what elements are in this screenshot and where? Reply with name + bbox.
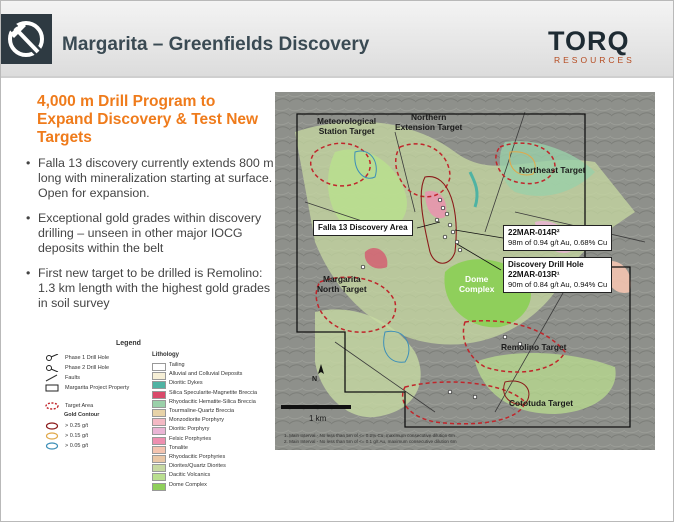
drill-hole-icon: [45, 354, 59, 362]
lithology-item: [152, 463, 282, 472]
legend-property: Margarita Project Property: [45, 384, 145, 400]
lithology-title: Lithology: [152, 352, 179, 358]
lithology-item: [152, 399, 282, 408]
lithology-label: Silica Specularite-Magnetite Breccia: [169, 389, 258, 396]
lithology-swatch: [152, 455, 166, 463]
legend-gold-1: > 0.25 g/t: [45, 422, 145, 432]
header-divider: [0, 76, 674, 78]
scale-bar-label: 1 km: [309, 414, 327, 423]
lithology-label: Monzodiorite Porphyry: [169, 417, 225, 424]
lithology-item: [152, 371, 282, 380]
contour-ellipse-icon: [45, 432, 59, 440]
lithology-swatch: [152, 400, 166, 408]
lithology-label: Alluvial and Colluvial Deposits: [169, 371, 243, 378]
bullet-item: • Falla 13 discovery currently extends 800 m long with mineralization starting at surface. Open for expansion.: [26, 156, 274, 200]
lithology-item: [152, 482, 282, 491]
north-arrow-icon: N: [312, 376, 318, 383]
lithology-item: [152, 408, 282, 417]
lithology-item: [152, 390, 282, 399]
gold-contour-title: Gold Contour: [64, 412, 100, 418]
lithology-item: [152, 417, 282, 426]
lithology-label: Dome Complex: [169, 481, 207, 488]
bullet-list: [24, 156, 274, 321]
bullet-dot: •: [26, 156, 31, 170]
label-northeast-target: Northeast Target: [519, 165, 586, 175]
lithology-label: Diorites/Quartz Diorites: [169, 463, 226, 470]
lithology-swatch: [152, 363, 166, 371]
drill-hole-icon: [45, 364, 59, 372]
lithology-swatch: [152, 437, 166, 445]
legend-target: Target Area: [45, 402, 145, 412]
lithology-swatch: [152, 381, 166, 389]
brand-logo: [548, 28, 658, 68]
legend-phase2: Phase 2 Drill Hole: [45, 364, 145, 374]
label-cototuda-target: Cototuda Target: [509, 398, 574, 408]
lithology-swatch: [152, 391, 166, 399]
label-meteorological-target: Meteorological Station Target: [317, 116, 377, 136]
legend-phase1: Phase 1 Drill Hole: [45, 354, 145, 364]
lithology-item: [152, 426, 282, 435]
label-remolino-target: Remolino Target: [501, 342, 567, 352]
label-northern-target: Northern Extension Target: [395, 112, 463, 132]
lithology-label: Tailing: [169, 362, 185, 368]
label-margarita-north-target: Margarita North Target: [317, 274, 367, 294]
lithology-item: [152, 362, 282, 371]
lithology-label: Tonalite: [169, 444, 188, 451]
bullet-dot: •: [26, 211, 31, 225]
brand-word: TORQ: [548, 26, 630, 56]
lithology-label: Dioritic Porphyry: [169, 426, 210, 433]
lithology-label: Felsic Porphyries: [169, 435, 212, 442]
legend-title: Legend: [116, 340, 141, 347]
lithology-label: Rhyodacitic Hematite-Silica Breccia: [169, 398, 256, 405]
section-heading: 4,000 m Drill Program to Expand Discovery & Test New Targets: [37, 93, 259, 146]
lithology-swatch: [152, 464, 166, 472]
legend-gold-2: > 0.15 g/t: [45, 432, 145, 442]
lithology-swatch: [152, 473, 166, 481]
lithology-swatch: [152, 418, 166, 426]
property-box-icon: [45, 384, 59, 392]
lithology-swatch: [152, 446, 166, 454]
lithology-item: [152, 436, 282, 445]
lithology-label: Rhyodacitic Porphyries: [169, 454, 226, 460]
lithology-label: Dacitic Volcanics: [169, 472, 211, 479]
callout-hole-013r: Discovery Drill Hole 22MAR-013R¹ 90m of 0.84 g/t Au, 0.94% Cu: [503, 257, 612, 293]
lithology-swatch: [152, 409, 166, 417]
pickaxe-icon: [0, 14, 52, 64]
lithology-swatch: [152, 372, 166, 380]
legend-gold-3: > 0.05 g/t: [45, 442, 145, 452]
page-title: Margarita – Greenfields Discovery: [62, 34, 370, 55]
lithology-label: Tourmaline-Quartz Breccia: [169, 408, 235, 414]
contour-ellipse-icon: [45, 442, 59, 450]
bullet-dot: •: [26, 266, 31, 280]
callout-hole-014r: 22MAR-014R² 98m of 0.94 g/t Au, 0.68% Cu: [503, 225, 612, 251]
lithology-item: [152, 380, 282, 389]
contour-ellipse-icon: [45, 422, 59, 430]
lithology-item: [152, 472, 282, 481]
fault-line-icon: [45, 374, 59, 382]
callout-falla-13: Falla 13 Discovery Area: [313, 220, 413, 236]
map-legend: [40, 340, 270, 500]
target-dash-icon: [45, 402, 59, 410]
label-dome-complex: Dome Complex: [459, 274, 495, 294]
lithology-swatch: [152, 427, 166, 435]
lithology-swatch: [152, 483, 166, 491]
bullet-item: • Exceptional gold grades within discovery drilling – unseen in other major IOCG deposits within the belt: [26, 211, 262, 255]
brand-sub: RESOURCES: [554, 55, 635, 65]
geology-map: [275, 92, 655, 450]
lithology-item: [152, 445, 282, 454]
bullet-item: • First new target to be drilled is Remolino: 1.3 km length with the highest gold grades in soil survey: [26, 266, 271, 310]
lithology-label: Dioritic Dykes: [169, 380, 203, 387]
map-footnotes: 1. Main Interval - No less than 5m of <= 0.2% Cu, maximum consecutive dilution 6m 2. Main Interval - No less than 5m of <= 0.1 g/t Au, maximum consecutive dilution 6m: [284, 433, 457, 444]
lithology-item: [152, 454, 282, 463]
legend-faults: Faults: [45, 374, 145, 384]
